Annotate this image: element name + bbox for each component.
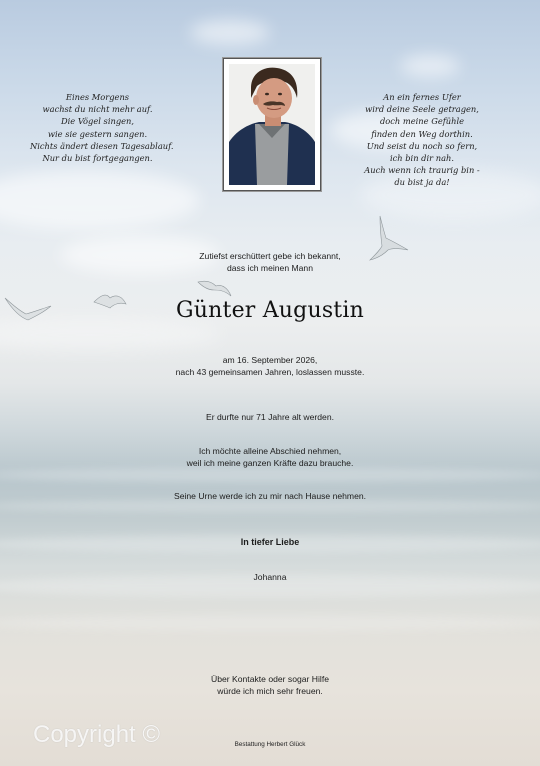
contact-line: Über Kontakte oder sogar Hilfe — [211, 674, 329, 684]
poem-line: finden den Weg dorthin. — [371, 128, 473, 139]
poem-right — [357, 91, 487, 189]
poem-line: wird deine Seele getragen, — [365, 104, 479, 115]
closing-text: In tiefer Liebe — [240, 537, 300, 547]
poem-line: doch meine Gefühle — [379, 116, 465, 127]
date-line: am 16. September 2026, — [222, 355, 318, 365]
announcement-text — [0, 251, 540, 274]
farewell-line: weil ich meine ganzen Kräfte dazu brauche. — [186, 457, 354, 468]
poem-line: ich bin dir nah. — [389, 153, 455, 164]
copyright-watermark: Copyright © — [33, 721, 161, 748]
date-line: nach 43 gemeinsamen Jahren, loslassen musste. — [175, 366, 365, 377]
announcement-line: Zutiefst erschüttert gebe ich bekannt, — [199, 251, 341, 261]
undertaker-name: Bestattung Herbert Glück — [234, 741, 306, 748]
poem-line: Die Vögel singen, — [60, 116, 135, 127]
age-text: Er durfte nur 71 Jahre alt werden. — [205, 412, 335, 422]
poem-line: wie sie gestern sangen. — [47, 128, 148, 139]
poem-line: Nichts ändert diesen Tagesablauf. — [30, 140, 174, 151]
poem-line: du bist ja da! — [394, 177, 450, 188]
poem-line: wachst du nicht mehr auf. — [42, 104, 153, 115]
farewell-text — [0, 446, 540, 469]
announcement-line: dass ich meinen Mann — [227, 262, 313, 273]
contact-line: würde ich mich sehr freuen. — [217, 685, 323, 696]
deceased-name: Günter Augustin — [176, 298, 364, 323]
urn-text: Seine Urne werde ich zu mir nach Hause nehmen. — [173, 491, 367, 501]
portrait-image — [229, 64, 315, 185]
date-text — [0, 355, 540, 378]
signatory-name: Johanna — [253, 572, 287, 582]
contact-text — [0, 674, 540, 697]
seagull-icon — [196, 276, 232, 298]
poem-line: Eines Morgens — [65, 92, 130, 102]
poem-line: Und seist du noch so fern, — [366, 140, 478, 151]
poem-line: Auch wenn ich traurig bin - — [364, 165, 480, 176]
farewell-line: Ich möchte alleine Abschied nehmen, — [198, 446, 342, 456]
portrait-photo — [223, 58, 321, 191]
poem-line: Nur du bist fortgegangen. — [42, 153, 153, 164]
poem-line: An ein fernes Ufer — [383, 92, 461, 102]
poem-left — [30, 91, 174, 164]
